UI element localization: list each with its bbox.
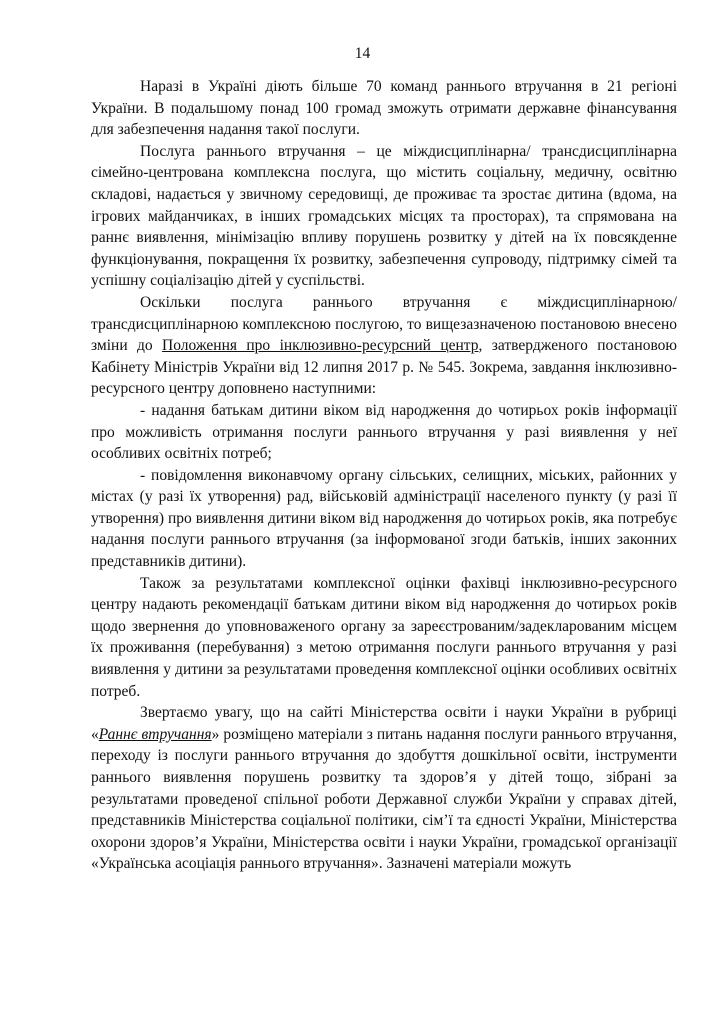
regulation-text-after: , затвердженого постановою Кабінету Міністрів України від 12 липня 2017 р. № 545. Зокрема, завдання інклюзивно-ресурсного центру доповнено наступними:: [91, 337, 677, 398]
page-number: 14: [354, 45, 371, 62]
regulation-reference: Положення про інклюзивно-ресурсний центр: [162, 337, 479, 355]
paragraph-website-materials: [91, 702, 677, 875]
website-text-after: » розміщено матеріали з питань надання послуги раннього втручання, переходу із послуги раннього втручання до здобуття дошкільної освіти, інструменти раннього виявлення порушень розвитку та здоров’я у дітей тощо, зібрані за результатами проведеної спільної роботи Державної служби України у справах дітей, представників Міністерства соціальної політики, сім’ї та єдності України, Міністерства охорони здоров’я України, Міністерства освіти і науки України, громадської організації «Українська асоціація раннього втручання». Зазначені матеріали можуть: [91, 725, 678, 873]
bullet-inform-parents: - надання батькам дитини віком від народження до чотирьох років інформації про можливість отримання послуги раннього втручання у разі виявлення у неї особливих освітніх потреб;: [91, 401, 677, 463]
paragraph-regulation-changes: [91, 292, 677, 400]
paragraph-teams: Наразі в Україні діють більше 70 команд раннього втручання в 21 регіоні України. В подальшому понад 100 громад зможуть отримати державне фінансування для забезпечення надання такої послуги.: [91, 78, 677, 139]
paragraph-recommendations: Також за результатами комплексної оцінки фахівці інклюзивно-ресурсного центру надають рекомендації батькам дитини віком від народження до чотирьох років щодо звернення до уповноваженого органу за зареєстрованим/задекларованим місцем їх проживання (перебування) з метою отримання послуги раннього втручання у разі виявлення у дитини за результатами проведення комплексної оцінки особливих освітніх потреб.: [91, 574, 677, 700]
early-intervention-link[interactable]: Раннє втручання: [98, 725, 212, 743]
bullet-notify-authorities: - повідомлення виконавчому органу сільських, селищних, міських, районних у містах (у разі їх утворення) рад, військовій адміністрації населеного пункту (у разі її утворення) про виявлення дитини віком від народження до чотирьох років, яка потребує надання послуги раннього втручання (за інформованої згоди батьків, інших законних представників дитини).: [91, 466, 677, 571]
document-body: [91, 76, 677, 875]
website-text-before: Звертаємо увагу, що на сайті Міністерства освіти і науки України в рубриці «: [91, 704, 677, 743]
regulation-text-before: Оскільки послуга раннього втручання є міждисциплінарною/ трансдисциплінарною комплексною послугою, то вищезазначеною постановою внесено зміни до: [91, 293, 677, 355]
paragraph-service-definition: Послуга раннього втручання – це міждисциплінарна/ трансдисциплінарна сімейно-центрована комплексна послуга, що містить соціальну, медичну, освітню складові, надається у звичному середовищі, де проживає та зростає дитина (вдома, на ігрових майданчиках, в інших громадських місцях та просторах), та спрямована на раннє виявлення, мінімізацію впливу порушень розвитку у дітей на їх повсякденне функціонування, покращення їх розвитку, забезпечення супроводу, підтримку сімей та успішну соціалізацію дітей у суспільстві.: [91, 142, 677, 290]
